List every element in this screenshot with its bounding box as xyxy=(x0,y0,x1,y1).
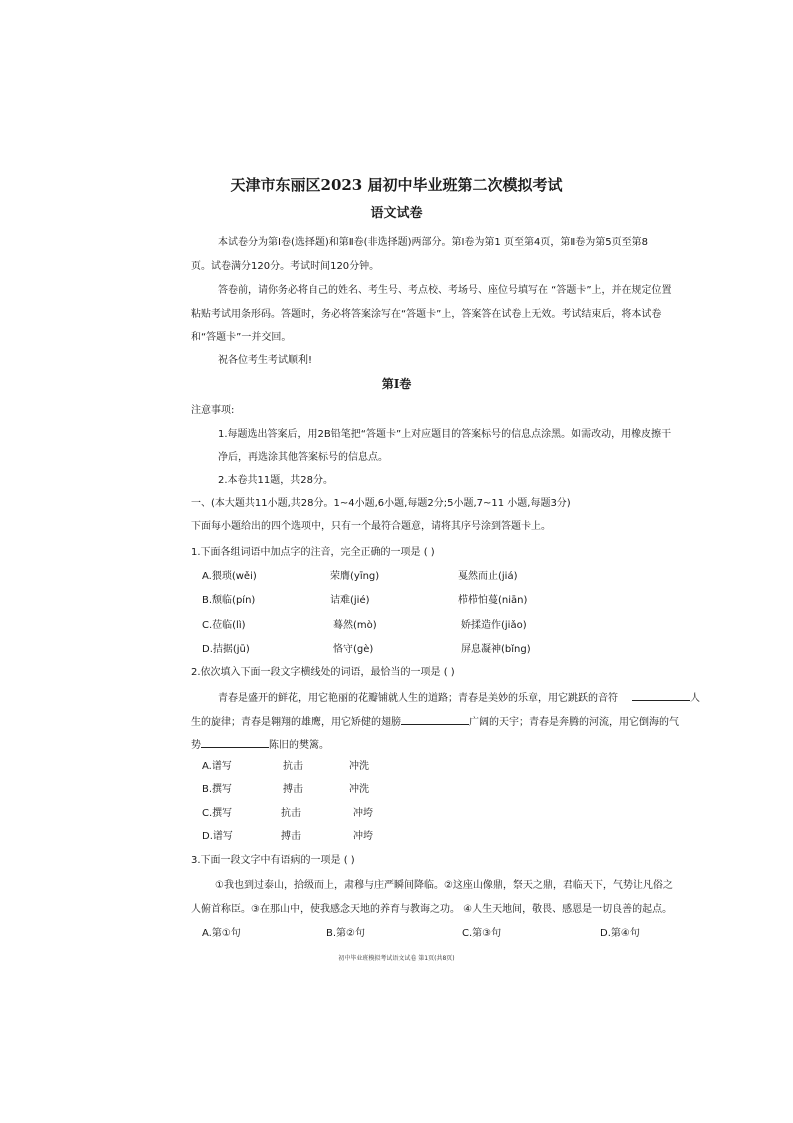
fill-blank xyxy=(201,737,269,748)
q1-option-d3: 屏息凝神(bǐng) xyxy=(461,644,531,655)
q2-option-a3: 冲洗 xyxy=(349,761,369,772)
q2-option-b3: 冲洗 xyxy=(349,784,369,795)
q1-option-a1: A.猥琐(wěi) xyxy=(202,571,257,582)
exam-title: 天津市东丽区2023 届初中毕业班第二次模拟考试 xyxy=(230,176,563,194)
passage-text: 陈旧的樊篱。 xyxy=(269,740,329,751)
q1-option-c1: C.莅临(lì) xyxy=(202,620,246,631)
intro-line: 本试卷分为第Ⅰ卷(选择题)和第Ⅱ卷(非选择题)两部分。第Ⅰ卷为第1 页至第4页，第Ⅱ卷为第5页至第8 xyxy=(218,237,648,248)
q1-option-b2: 诘难(jié) xyxy=(330,595,370,606)
q2-option-c2: 抗击 xyxy=(281,808,301,819)
q1-option-d2: 恪守(gè) xyxy=(333,644,374,655)
q3-option-b: B.第②句 xyxy=(326,928,366,939)
question-stem: 2.依次填入下面一段文字横线处的词语，最恰当的一项是 ( ) xyxy=(191,667,455,678)
fill-blank xyxy=(401,714,469,725)
q1-option-b3: 栉栉怕蔓(niān) xyxy=(458,595,528,606)
passage-text: 青春是盛开的鲜花，用它艳丽的花瓣铺就人生的道路；青春是美妙的乐章，用它跳跃的音符 xyxy=(218,693,618,704)
q1-option-c3: 娇揉造作(jiǎo) xyxy=(461,620,527,631)
q2-option-d1: D.谱写 xyxy=(202,831,233,842)
passage-text: 势 xyxy=(191,740,201,751)
passage-text: 人 xyxy=(690,693,700,704)
exam-subtitle: 语文试卷 xyxy=(370,206,423,221)
notice-line: 1.每题选出答案后，用2B铅笔把“答题卡”上对应题目的答案标号的信息点涂黑。如需改动，用橡皮擦干 xyxy=(218,429,672,440)
q2-option-c1: C.撰写 xyxy=(202,808,233,819)
q2-passage-line xyxy=(218,690,700,706)
q2-option-d2: 搏击 xyxy=(281,831,301,842)
question-stem: 3.下面一段文字中有语病的一项是 ( ) xyxy=(191,855,355,866)
q1-option-a3: 戛然而止(jiá) xyxy=(458,571,518,582)
notice-line: 2.本卷共11题，共28分。 xyxy=(218,475,333,486)
q1-option-d1: D.拮据(jū) xyxy=(202,644,250,655)
section-instruction: 下面每小题给出的四个选项中，只有一个最符合题意，请将其序号涂到答题卡上。 xyxy=(191,521,551,532)
part-heading: 第Ⅰ卷 xyxy=(381,377,412,391)
q3-option-d: D.第④句 xyxy=(600,928,640,939)
q2-passage-line xyxy=(191,737,329,753)
intro-line: 页。试卷满分120分。考试时间120分钟。 xyxy=(191,261,380,272)
q2-option-a1: A.谱写 xyxy=(202,761,232,772)
intro-line: 祝各位考生考试顺利! xyxy=(218,355,313,366)
q3-passage-line: ①我也到过泰山，拾级而上，肃穆与庄严瞬间降临。②这座山像鼎，祭天之鼎，君临天下，气势让凡俗之 xyxy=(215,880,673,891)
q2-option-c3: 冲垮 xyxy=(353,808,373,819)
q2-option-a2: 抗击 xyxy=(283,761,303,772)
q1-option-b1: B.颓临(pín) xyxy=(202,595,256,606)
section-title: 一、(本大题共11小题,共28分。1~4小题,6小题,每题2分;5小题,7~11 小题,每题3分) xyxy=(191,498,571,509)
q3-option-c: C.第③句 xyxy=(462,928,502,939)
q1-option-c2: 蓦然(mò) xyxy=(333,620,377,631)
fill-blank xyxy=(632,690,690,701)
question-stem: 1.下面各组词语中加点字的注音，完全正确的一项是 ( ) xyxy=(191,547,435,558)
passage-text: 广阔的天宇；青春是奔腾的河流，用它倒海的气 xyxy=(469,717,679,728)
q2-option-b2: 搏击 xyxy=(283,784,303,795)
page-footer: 初中毕业班模拟考试语文试卷 第1页(共8页) xyxy=(338,955,455,962)
passage-text: 生的旋律；青春是翱翔的雄鹰，用它矫健的翅膀 xyxy=(191,717,401,728)
q3-passage-line: 人俯首称臣。③在那山中，使我感念天地的养育与教诲之功。 ④人生天地间，敬畏、感恩是一切良善的起点。 xyxy=(191,904,673,915)
intro-line: 和“答题卡”一并交回。 xyxy=(191,332,292,343)
notice-label: 注意事项: xyxy=(191,405,235,416)
q3-option-a: A.第①句 xyxy=(202,928,241,939)
q2-passage-line xyxy=(191,714,679,730)
intro-line: 粘贴考试用条形码。答题时，务必将答案涂写在“答题卡”上，答案答在试卷上无效。考试结束后，将本试卷 xyxy=(191,309,662,320)
notice-line: 净后，再选涂其他答案标号的信息点。 xyxy=(218,452,388,463)
q2-option-d3: 冲垮 xyxy=(353,831,373,842)
q1-option-a2: 荣膺(yīng) xyxy=(330,571,380,582)
intro-line: 答卷前，请你务必将自己的姓名、考生号、考点校、考场号、座位号填写在 “答题卡”上，并在规定位置 xyxy=(218,285,672,296)
q2-option-b1: B.撰写 xyxy=(202,784,233,795)
